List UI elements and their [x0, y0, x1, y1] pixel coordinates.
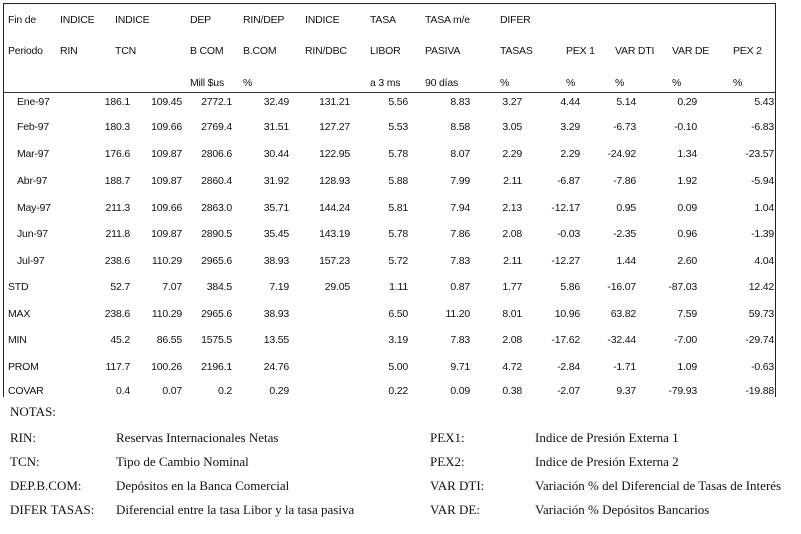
- cell-var-dti: 63.82: [610, 308, 636, 320]
- header-pex1-line3: %: [566, 77, 576, 89]
- notes-title: NOTAS:: [10, 404, 56, 419]
- cell-pex1: 5.86: [560, 281, 580, 293]
- cell-pex1: -2.84: [557, 361, 580, 373]
- row-label: Abr-97: [17, 175, 48, 187]
- header-libor-line2: LIBOR: [370, 45, 401, 57]
- cell-difer: 3.05: [502, 121, 522, 133]
- row-label: Mar-97: [17, 148, 50, 160]
- cell-libor: 0.22: [388, 385, 408, 397]
- cell-pex1: -17.62: [551, 334, 580, 346]
- note-desc-varde: Variación % Depósitos Bancarios: [535, 502, 710, 517]
- row-label: Jun-97: [17, 228, 48, 240]
- cell-rin-dbc: 127.27: [319, 121, 350, 133]
- note-desc-difer: Diferencial entre la tasa Libor y la tasa pasiva: [116, 502, 355, 517]
- note-abbr-tcn: TCN:: [10, 454, 40, 469]
- cell-tcn: 100.26: [151, 361, 182, 373]
- cell-libor: 5.88: [388, 175, 408, 187]
- cell-pasiva: 7.94: [450, 202, 470, 214]
- cell-rin-dep: 7.19: [269, 281, 289, 293]
- cell-pex2: -0.63: [751, 361, 774, 373]
- row-label: Jul-97: [17, 255, 45, 267]
- cell-pex2: -5.94: [751, 175, 774, 187]
- header-period-line2: Periodo: [8, 45, 43, 57]
- cell-pex1: -6.87: [557, 175, 580, 187]
- cell-dep-bcom: 2890.5: [201, 228, 232, 240]
- cell-var-dti: -7.86: [613, 175, 636, 187]
- header-period-line1: Fin de: [8, 14, 36, 26]
- cell-var-dti: -16.07: [607, 281, 636, 293]
- cell-libor: 1.11: [389, 281, 408, 293]
- header-var-dti-line3: %: [615, 77, 625, 89]
- header-rin-dep-line2: B.COM: [243, 45, 277, 57]
- cell-var-de: 0.09: [677, 202, 697, 214]
- cell-libor: 5.78: [388, 148, 408, 160]
- cell-tcn: 109.66: [151, 202, 182, 214]
- cell-var-dti: 1.44: [616, 255, 636, 267]
- header-rin-dbc-line2: RIN/DBC: [305, 45, 347, 57]
- note-desc-dep: Depósitos en la Banca Comercial: [116, 478, 290, 493]
- cell-var-dti: 5.14: [616, 96, 636, 108]
- header-pasiva-line3: 90 días: [425, 77, 459, 89]
- cell-libor: 5.72: [388, 255, 408, 267]
- cell-pex1: 4.44: [560, 96, 580, 108]
- cell-pex1: 10.96: [554, 308, 580, 320]
- cell-var-dti: -6.73: [613, 121, 636, 133]
- cell-dep-bcom: 2965.6: [201, 255, 232, 267]
- row-label: PROM: [8, 361, 39, 373]
- cell-pasiva: 8.07: [450, 148, 470, 160]
- header-tcn-line1: INDICE: [115, 14, 150, 26]
- cell-var-dti: -32.44: [607, 334, 636, 346]
- cell-rin: 176.6: [104, 148, 130, 160]
- cell-tcn: 109.87: [151, 148, 182, 160]
- cell-rin-dep: 24.76: [263, 361, 289, 373]
- header-var-de-line3: %: [672, 77, 682, 89]
- cell-rin-dbc: 157.23: [319, 255, 350, 267]
- cell-pex1: 2.29: [560, 148, 580, 160]
- cell-dep-bcom: 2772.1: [201, 96, 232, 108]
- header-pasiva-line1: TASA m/e: [425, 14, 470, 26]
- cell-pasiva: 9.71: [450, 361, 470, 373]
- cell-tcn: 0.07: [162, 385, 182, 397]
- cell-rin-dep: 13.55: [263, 334, 289, 346]
- header-rin-dbc-line1: INDICE: [305, 14, 340, 26]
- header-pex1-line2: PEX 1: [566, 45, 595, 57]
- cell-dep-bcom: 384.5: [206, 281, 232, 293]
- cell-pex2: 59.73: [748, 308, 774, 320]
- cell-tcn: 109.87: [151, 175, 182, 187]
- cell-dep-bcom: 2860.4: [201, 175, 232, 187]
- cell-pex2: -29.74: [745, 334, 774, 346]
- cell-pex2: 5.43: [754, 96, 774, 108]
- cell-dep-bcom: 2863.0: [201, 202, 232, 214]
- cell-var-de: -79.93: [668, 385, 697, 397]
- cell-rin-dbc: 144.24: [319, 202, 350, 214]
- cell-pasiva: 7.99: [450, 175, 470, 187]
- cell-pex2: 1.04: [754, 202, 774, 214]
- cell-tcn: 109.45: [151, 96, 182, 108]
- header-pasiva-line2: PASIVA: [425, 45, 461, 57]
- cell-libor: 5.56: [388, 96, 408, 108]
- cell-difer: 2.29: [502, 148, 522, 160]
- note-abbr-pex1: PEX1:: [430, 430, 465, 445]
- row-label: STD: [8, 281, 29, 293]
- cell-rin-dbc: 128.93: [319, 175, 350, 187]
- cell-var-de: 2.60: [677, 255, 697, 267]
- cell-var-de: -87.03: [668, 281, 697, 293]
- cell-pasiva: 0.87: [450, 281, 470, 293]
- cell-var-dti: 9.37: [616, 385, 636, 397]
- cell-pasiva: 0.09: [450, 385, 470, 397]
- cell-pasiva: 11.20: [445, 308, 470, 320]
- cell-libor: 5.78: [388, 228, 408, 240]
- cell-tcn: 7.07: [162, 281, 182, 293]
- cell-libor: 6.50: [388, 308, 408, 320]
- cell-rin-dbc: 143.19: [319, 228, 350, 240]
- cell-libor: 5.81: [388, 202, 408, 214]
- header-var-dti-line2: VAR DTI: [615, 45, 655, 57]
- header-difer-line3: %: [500, 77, 510, 89]
- cell-rin: 211.3: [105, 202, 130, 214]
- cell-rin: 180.3: [104, 121, 130, 133]
- cell-pasiva: 7.83: [450, 255, 470, 267]
- header-libor-line3: a 3 ms: [370, 77, 401, 89]
- cell-dep-bcom: 2965.6: [201, 308, 232, 320]
- cell-rin: 45.2: [110, 334, 130, 346]
- cell-rin-dep: 38.93: [263, 308, 289, 320]
- cell-pasiva: 8.83: [450, 96, 470, 108]
- cell-rin-dep: 31.51: [263, 121, 289, 133]
- cell-var-dti: -2.35: [613, 228, 636, 240]
- cell-pex1: -0.03: [557, 228, 580, 240]
- header-dep-bcom-line2: B COM: [190, 45, 224, 57]
- header-dep-bcom-line3: Mill $us: [190, 77, 224, 89]
- header-dep-bcom-line1: DEP: [190, 14, 211, 26]
- cell-rin-dbc: 131.21: [319, 96, 350, 108]
- cell-rin-dbc: 29.05: [324, 281, 350, 293]
- cell-dep-bcom: 2196.1: [201, 361, 232, 373]
- cell-tcn: 109.66: [151, 121, 182, 133]
- header-var-de-line2: VAR DE: [672, 45, 710, 57]
- cell-tcn: 110.29: [151, 308, 182, 320]
- header-pex2-line2: PEX 2: [733, 45, 762, 57]
- cell-rin: 52.7: [110, 281, 130, 293]
- cell-rin: 238.6: [104, 308, 130, 320]
- row-label: Ene-97: [17, 96, 50, 108]
- header-rin-dep-line1: RIN/DEP: [243, 14, 285, 26]
- cell-var-de: 0.96: [677, 228, 697, 240]
- note-desc-vardti: Variación % del Diferencial de Tasas de Interés: [535, 478, 782, 493]
- cell-pex2: -1.39: [751, 228, 774, 240]
- cell-libor: 3.19: [388, 334, 408, 346]
- header-tcn-line2: TCN: [115, 45, 136, 57]
- cell-pex2: -6.83: [751, 121, 774, 133]
- cell-libor: 5.53: [388, 121, 408, 133]
- cell-difer: 4.72: [502, 361, 522, 373]
- cell-pasiva: 7.86: [450, 228, 470, 240]
- cell-var-dti: -24.92: [607, 148, 636, 160]
- cell-dep-bcom: 2806.6: [201, 148, 232, 160]
- header-rin-dep-line3: %: [243, 77, 253, 89]
- row-label: MAX: [8, 308, 31, 320]
- cell-var-de: 1.92: [677, 175, 697, 187]
- header-divider: [4, 92, 775, 93]
- header-difer-line2: TASAS: [500, 45, 533, 57]
- cell-rin: 238.6: [104, 255, 130, 267]
- cell-pasiva: 7.83: [450, 334, 470, 346]
- row-label: COVAR: [8, 385, 44, 397]
- cell-rin-dep: 35.45: [263, 228, 289, 240]
- note-desc-rin: Reservas Internacionales Netas: [116, 430, 279, 445]
- cell-tcn: 109.87: [151, 228, 182, 240]
- cell-dep-bcom: 1575.5: [201, 334, 232, 346]
- cell-var-de: 1.09: [677, 361, 697, 373]
- cell-difer: 2.11: [503, 255, 522, 267]
- cell-difer: 3.27: [502, 96, 522, 108]
- cell-var-de: 1.34: [677, 148, 697, 160]
- cell-rin-dep: 38.93: [263, 255, 289, 267]
- cell-difer: 2.08: [502, 228, 522, 240]
- cell-rin-dep: 32.49: [263, 96, 289, 108]
- cell-difer: 0.38: [502, 385, 522, 397]
- cell-var-de: 0.29: [677, 96, 697, 108]
- cell-tcn: 110.29: [151, 255, 182, 267]
- cell-var-de: 7.59: [677, 308, 697, 320]
- header-pex2-line3: %: [733, 77, 743, 89]
- cell-rin: 117.7: [105, 361, 130, 373]
- note-desc-tcn: Tipo de Cambio Nominal: [116, 454, 249, 469]
- cell-rin-dep: 30.44: [263, 148, 289, 160]
- cell-pex2: -19.88: [745, 385, 774, 397]
- cell-difer: 2.13: [502, 202, 522, 214]
- cell-var-dti: -1.71: [613, 361, 636, 373]
- cell-var-de: -0.10: [674, 121, 697, 133]
- cell-pasiva: 8.58: [450, 121, 470, 133]
- cell-libor: 5.00: [388, 361, 408, 373]
- row-label: Feb-97: [17, 121, 50, 133]
- cell-difer: 1.77: [502, 281, 522, 293]
- cell-rin: 188.7: [104, 175, 130, 187]
- note-abbr-rin: RIN:: [10, 430, 36, 445]
- note-abbr-vardti: VAR DTI:: [430, 478, 485, 493]
- row-label: MIN: [8, 334, 27, 346]
- cell-difer: 8.01: [502, 308, 522, 320]
- cell-pex1: -12.27: [551, 255, 580, 267]
- note-abbr-dep: DEP.B.COM:: [10, 478, 82, 493]
- cell-pex1: -2.07: [557, 385, 580, 397]
- cell-dep-bcom: 2769.4: [201, 121, 232, 133]
- cell-pex2: -23.57: [745, 148, 774, 160]
- cell-rin: 0.4: [116, 385, 130, 397]
- cell-pex2: 12.42: [748, 281, 774, 293]
- note-abbr-pex2: PEX2:: [430, 454, 465, 469]
- cell-rin-dep: 35.71: [263, 202, 289, 214]
- cell-pex1: 3.29: [560, 121, 580, 133]
- cell-var-de: -7.00: [674, 334, 697, 346]
- cell-difer: 2.11: [503, 175, 522, 187]
- cell-tcn: 86.55: [156, 334, 182, 346]
- note-abbr-varde: VAR DE:: [430, 502, 480, 517]
- header-rin-line2: RIN: [60, 45, 78, 57]
- note-desc-pex2: Indice de Presión Externa 2: [535, 454, 679, 469]
- row-label: May-97: [17, 202, 51, 214]
- cell-rin: 186.1: [104, 96, 130, 108]
- cell-pex1: -12.17: [551, 202, 580, 214]
- cell-pex2: 4.04: [754, 255, 774, 267]
- note-desc-pex1: Indice de Presión Externa 1: [535, 430, 679, 445]
- header-libor-line1: TASA: [370, 14, 396, 26]
- cell-difer: 2.08: [502, 334, 522, 346]
- header-rin-line1: INDICE: [60, 14, 95, 26]
- header-difer-line1: DIFER: [500, 14, 531, 26]
- cell-var-dti: 0.95: [616, 202, 636, 214]
- cell-rin-dep: 31.92: [263, 175, 289, 187]
- note-abbr-difer: DIFER TASAS:: [10, 502, 95, 517]
- cell-rin: 211.8: [105, 228, 130, 240]
- cell-rin-dep: 0.29: [269, 385, 289, 397]
- cell-rin-dbc: 122.95: [319, 148, 350, 160]
- cell-dep-bcom: 0.2: [218, 385, 232, 397]
